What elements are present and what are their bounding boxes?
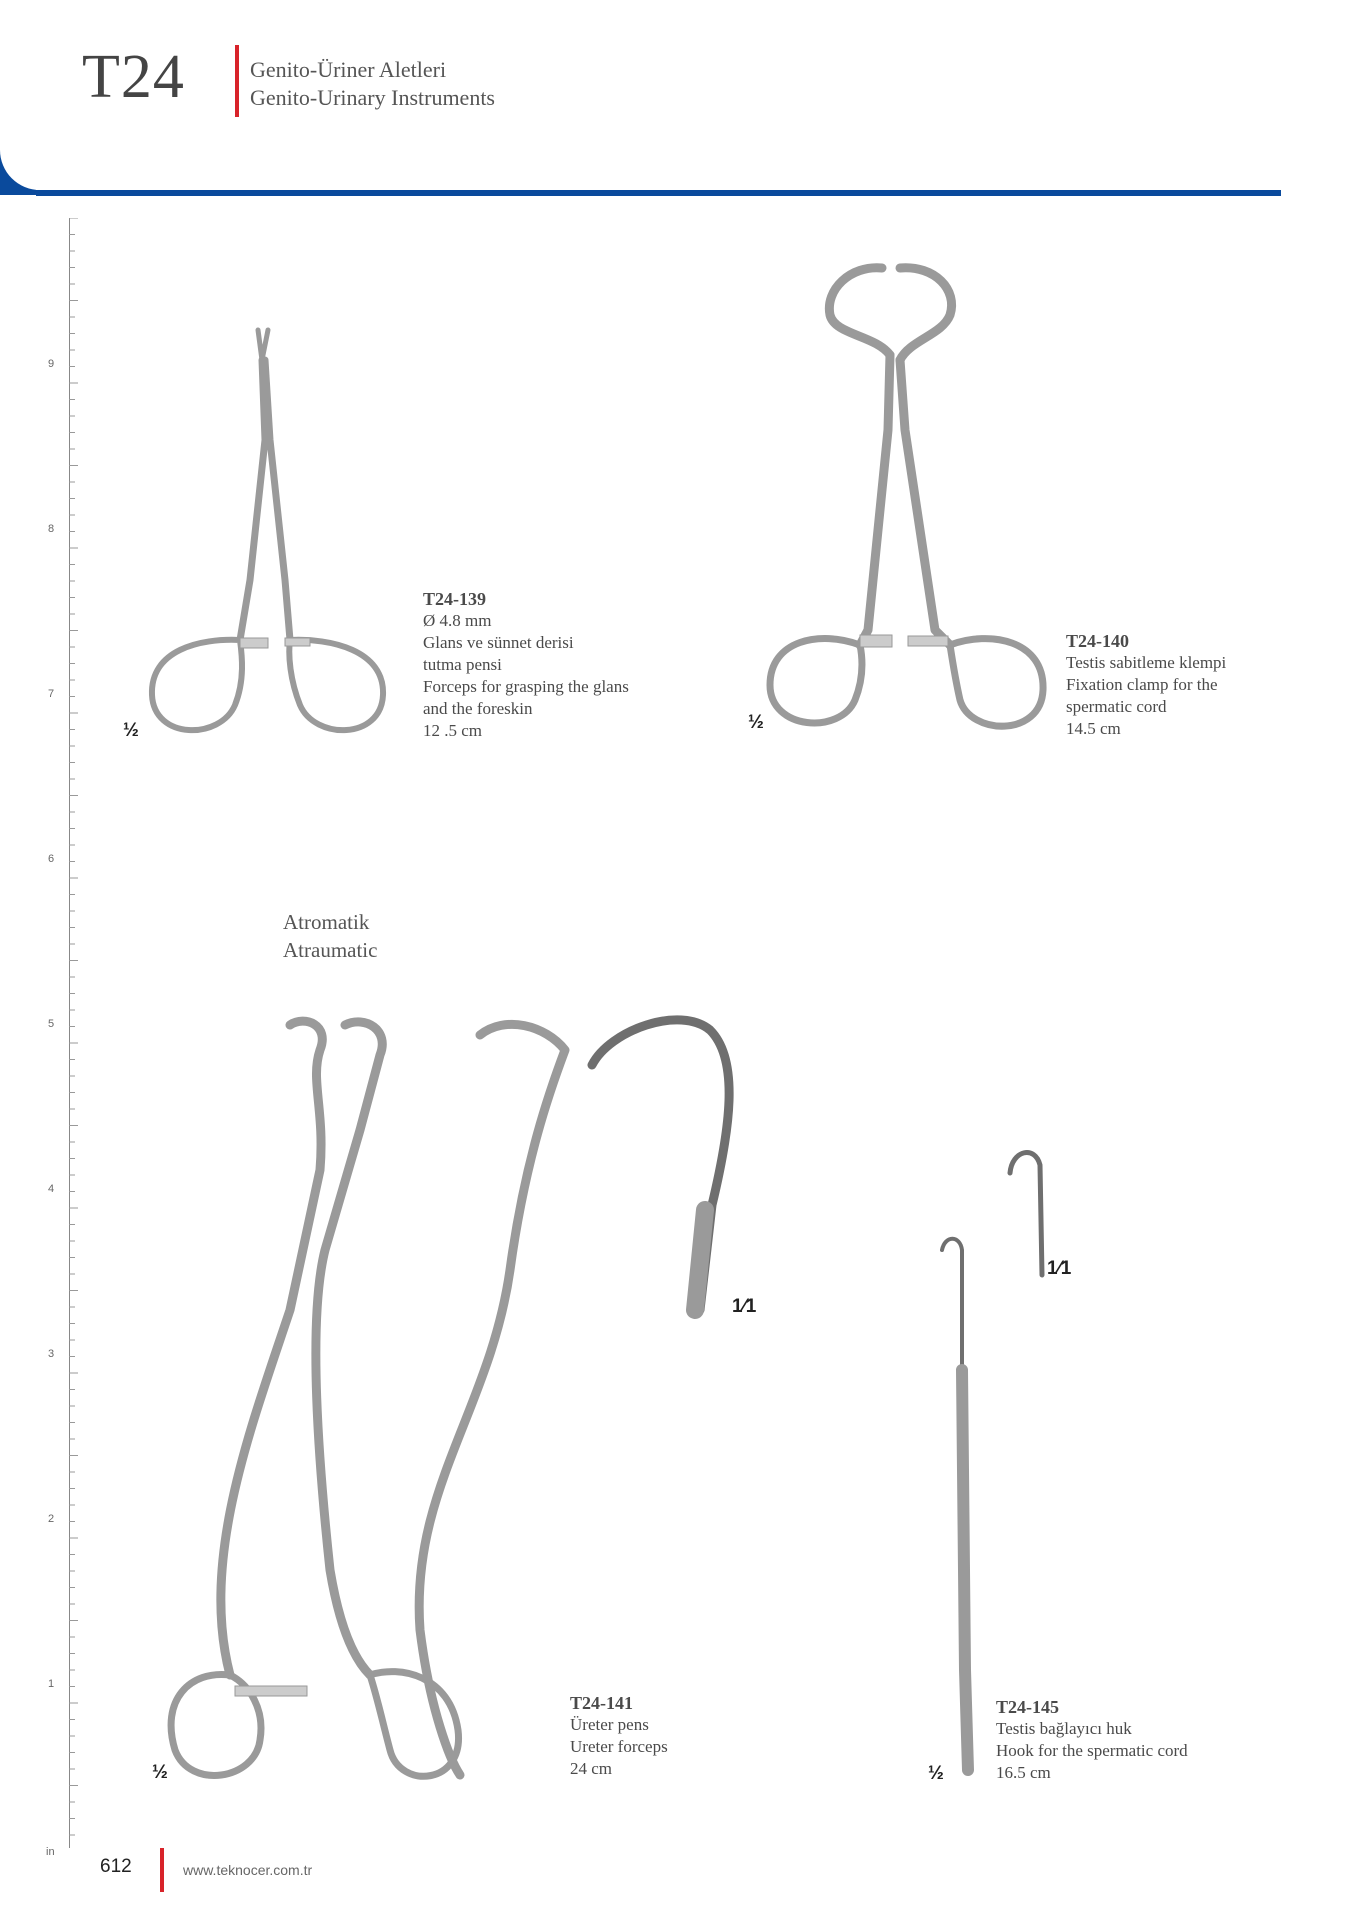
section-label-tr: Atromatik	[283, 910, 370, 934]
chapter-title-tr: Genito-Üriner Aletleri	[250, 57, 447, 82]
ruler-label-2: 2	[48, 1513, 55, 1525]
product-line: spermatic cord	[1066, 697, 1167, 716]
header-panel	[0, 0, 1300, 190]
ruler-unit: in	[46, 1846, 55, 1858]
scale-label: ½	[123, 720, 139, 741]
scale-label: ½	[152, 1762, 168, 1783]
product-code: T24-145	[996, 1697, 1059, 1717]
product-line: Testis bağlayıcı huk	[996, 1719, 1132, 1738]
product-t24-139	[423, 588, 629, 742]
header-divider	[235, 45, 239, 117]
ruler-label-1: 1	[48, 1678, 55, 1690]
ruler-label-4: 4	[48, 1183, 55, 1195]
scale-label: ½	[928, 1763, 944, 1784]
product-line: 16.5 cm	[996, 1763, 1051, 1782]
ruler-label-8: 8	[48, 523, 55, 535]
product-code: T24-140	[1066, 631, 1129, 651]
product-line: Hook for the spermatic cord	[996, 1741, 1188, 1760]
inch-ruler	[38, 218, 78, 1848]
hook-icon	[930, 1140, 1070, 1780]
ruler-label-7: 7	[48, 688, 55, 700]
product-line: Forceps for grasping the glans	[423, 677, 629, 696]
detail-scale-label: 1⁄1	[732, 1296, 757, 1317]
product-line: Glans ve sünnet derisi	[423, 633, 574, 652]
product-line: 24 cm	[570, 1759, 613, 1778]
product-line: 14.5 cm	[1066, 719, 1121, 738]
chapter-title	[250, 56, 495, 112]
product-code: T24-139	[423, 589, 486, 609]
product-line: and the foreskin	[423, 699, 533, 718]
section-label	[283, 908, 377, 964]
ruler-label-5: 5	[48, 1018, 55, 1030]
footer-divider	[160, 1848, 164, 1892]
scale-label: ½	[748, 712, 764, 733]
product-t24-140	[1066, 630, 1226, 740]
product-t24-145	[996, 1696, 1188, 1784]
product-line: Testis sabitleme klempi	[1066, 653, 1227, 672]
ruler-label-3: 3	[48, 1348, 55, 1360]
product-line: Ureter forceps	[570, 1737, 668, 1756]
section-label-en: Atraumatic	[283, 938, 378, 962]
ruler-ticks	[38, 218, 78, 1848]
product-line: 12 .5 cm	[423, 721, 483, 740]
chapter-code: T24	[82, 43, 185, 111]
product-line: Fixation clamp for the	[1066, 675, 1218, 694]
ruler-label-6: 6	[48, 853, 55, 865]
footer-url[interactable]: www.teknocer.com.tr	[183, 1862, 313, 1878]
product-line: Ø 4.8 mm	[423, 611, 492, 630]
ureter-forceps-icon	[160, 1010, 780, 1790]
page-number: 612	[100, 1856, 132, 1877]
detail-scale-label: 1⁄1	[1047, 1258, 1072, 1279]
product-code: T24-141	[570, 1693, 633, 1713]
chapter-title-en: Genito-Urinary Instruments	[250, 85, 495, 110]
clamp-icon	[760, 260, 1060, 750]
header-rule	[36, 190, 1281, 196]
product-line: tutma pensi	[423, 655, 502, 674]
product-t24-141	[570, 1692, 668, 1780]
forceps-icon	[140, 320, 400, 750]
ruler-label-9: 9	[48, 358, 55, 370]
product-line: Üreter pens	[570, 1715, 649, 1734]
